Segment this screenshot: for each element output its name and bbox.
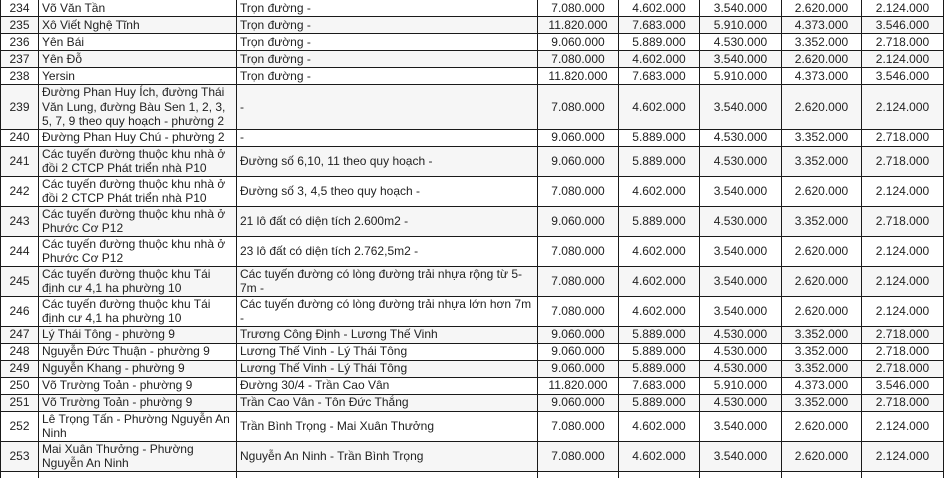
- road-segment-cell: Đường số 6,10, 11 theo quy hoạch -: [237, 146, 538, 176]
- street-name-cell: Các tuyến đường thuộc khu Tái định cư 4,1 ha phường 10: [39, 266, 237, 296]
- price-position-2-cell: 4.602.000: [619, 176, 700, 206]
- price-position-3-cell: 5.910.000: [700, 377, 782, 394]
- road-segment-cell: Trương Công Định - Lương Thế Vinh: [237, 326, 538, 343]
- street-name-cell: Xô Viết Nghệ Tĩnh: [39, 17, 237, 34]
- price-position-2-cell: 4.602.000: [619, 236, 700, 266]
- price-position-4-cell: 3.352.000: [782, 206, 862, 236]
- table-row: [1, 343, 944, 360]
- street-name-cell: Lê Trọng Tấn - Phường Nguyễn An Ninh: [39, 411, 237, 441]
- row-number-cell: 234: [1, 0, 39, 17]
- price-position-3-cell: 4.530.000: [700, 326, 782, 343]
- row-number-cell: 239: [1, 85, 39, 130]
- price-position-3-cell: 4.530.000: [700, 146, 782, 176]
- price-position-1-cell: 11.820.000: [538, 68, 619, 85]
- price-position-5-cell: 3.546.000: [862, 68, 944, 85]
- road-segment-cell: Trọn đường -: [237, 34, 538, 51]
- price-position-1-cell: 9.060.000: [538, 394, 619, 411]
- price-position-4-cell: 4.373.000: [782, 68, 862, 85]
- table-row: [1, 206, 944, 236]
- partial-cell: [862, 471, 944, 478]
- street-name-cell: Các tuyến đường thuộc khu Tái định cư 4,1 ha phường 10: [39, 296, 237, 326]
- price-position-3-cell: 3.540.000: [700, 411, 782, 441]
- table-row-partial: [1, 471, 944, 478]
- price-position-2-cell: 5.889.000: [619, 360, 700, 377]
- road-segment-cell: -: [237, 85, 538, 130]
- partial-cell: [619, 471, 700, 478]
- price-position-4-cell: 2.620.000: [782, 85, 862, 130]
- price-position-1-cell: 7.080.000: [538, 236, 619, 266]
- price-position-4-cell: 2.620.000: [782, 0, 862, 17]
- price-position-1-cell: 7.080.000: [538, 51, 619, 68]
- road-segment-cell: Trọn đường -: [237, 17, 538, 34]
- street-name-cell: Mai Xuân Thưởng - Phường Nguyễn An Ninh: [39, 441, 237, 471]
- price-position-4-cell: 3.352.000: [782, 394, 862, 411]
- road-segment-cell: 21 lô đất có diện tích 2.600m2 -: [237, 206, 538, 236]
- street-name-cell: Đường Phan Huy Chú - phường 2: [39, 129, 237, 146]
- price-position-3-cell: 3.540.000: [700, 296, 782, 326]
- price-position-2-cell: 7.683.000: [619, 68, 700, 85]
- street-name-cell: Nguyễn Khang - phường 9: [39, 360, 237, 377]
- table-row: [1, 146, 944, 176]
- partial-cell: [237, 471, 538, 478]
- road-segment-cell: Các tuyến đường có lòng đường trải nhựa rộng từ 5-7m -: [237, 266, 538, 296]
- price-position-1-cell: 7.080.000: [538, 441, 619, 471]
- price-position-3-cell: 3.540.000: [700, 85, 782, 130]
- table-row: [1, 377, 944, 394]
- price-position-5-cell: 2.718.000: [862, 326, 944, 343]
- price-position-5-cell: 2.124.000: [862, 0, 944, 17]
- table-row: [1, 85, 944, 130]
- price-position-5-cell: 3.546.000: [862, 17, 944, 34]
- row-number-cell: 246: [1, 296, 39, 326]
- row-number-cell: 251: [1, 394, 39, 411]
- price-position-5-cell: 2.718.000: [862, 146, 944, 176]
- row-number-cell: 242: [1, 176, 39, 206]
- price-position-3-cell: 4.530.000: [700, 360, 782, 377]
- price-position-4-cell: 3.352.000: [782, 129, 862, 146]
- row-number-cell: 245: [1, 266, 39, 296]
- price-position-5-cell: 2.124.000: [862, 51, 944, 68]
- price-position-4-cell: 2.620.000: [782, 296, 862, 326]
- price-position-5-cell: 2.718.000: [862, 394, 944, 411]
- price-position-4-cell: 2.620.000: [782, 411, 862, 441]
- price-position-4-cell: 3.352.000: [782, 326, 862, 343]
- price-position-3-cell: 4.530.000: [700, 129, 782, 146]
- price-position-5-cell: 2.124.000: [862, 296, 944, 326]
- price-position-5-cell: 2.124.000: [862, 176, 944, 206]
- price-position-4-cell: 3.352.000: [782, 34, 862, 51]
- price-position-1-cell: 9.060.000: [538, 206, 619, 236]
- table-row: [1, 296, 944, 326]
- price-position-5-cell: 2.718.000: [862, 34, 944, 51]
- price-position-1-cell: 9.060.000: [538, 326, 619, 343]
- price-position-3-cell: 3.540.000: [700, 266, 782, 296]
- price-position-3-cell: 4.530.000: [700, 343, 782, 360]
- price-position-5-cell: 2.124.000: [862, 441, 944, 471]
- price-position-1-cell: 9.060.000: [538, 34, 619, 51]
- street-name-cell: Yersin: [39, 68, 237, 85]
- road-segment-cell: Nguyễn An Ninh - Trần Bình Trọng: [237, 441, 538, 471]
- price-position-2-cell: 4.602.000: [619, 51, 700, 68]
- table-body: [1, 0, 944, 478]
- partial-cell: [538, 471, 619, 478]
- row-number-cell: 236: [1, 34, 39, 51]
- road-segment-cell: Trần Bình Trọng - Mai Xuân Thưởng: [237, 411, 538, 441]
- price-position-1-cell: 7.080.000: [538, 296, 619, 326]
- table-row: [1, 360, 944, 377]
- road-segment-cell: Trọn đường -: [237, 51, 538, 68]
- row-number-cell: 241: [1, 146, 39, 176]
- price-position-4-cell: 2.620.000: [782, 441, 862, 471]
- table-row: [1, 441, 944, 471]
- price-position-2-cell: 5.889.000: [619, 146, 700, 176]
- price-position-1-cell: 9.060.000: [538, 146, 619, 176]
- table-row: [1, 0, 944, 17]
- price-position-2-cell: 4.602.000: [619, 85, 700, 130]
- road-segment-cell: 23 lô đất có diện tích 2.762,5m2 -: [237, 236, 538, 266]
- road-segment-cell: Đường 30/4 - Trần Cao Vân: [237, 377, 538, 394]
- partial-cell: [700, 471, 782, 478]
- table-row: [1, 17, 944, 34]
- table-row: [1, 34, 944, 51]
- table-row: [1, 129, 944, 146]
- price-position-4-cell: 2.620.000: [782, 176, 862, 206]
- price-position-1-cell: 7.080.000: [538, 0, 619, 17]
- price-position-2-cell: 4.602.000: [619, 441, 700, 471]
- price-position-2-cell: 5.889.000: [619, 343, 700, 360]
- price-position-3-cell: 3.540.000: [700, 51, 782, 68]
- partial-cell: [782, 471, 862, 478]
- price-position-1-cell: 7.080.000: [538, 176, 619, 206]
- table-row: [1, 394, 944, 411]
- road-segment-cell: Trọn đường -: [237, 0, 538, 17]
- price-position-5-cell: 2.124.000: [862, 236, 944, 266]
- street-name-cell: Võ Trường Toản - phường 9: [39, 394, 237, 411]
- price-position-5-cell: 2.124.000: [862, 266, 944, 296]
- partial-cell: [1, 471, 39, 478]
- price-position-2-cell: 5.889.000: [619, 394, 700, 411]
- price-position-5-cell: 2.124.000: [862, 411, 944, 441]
- table-row: [1, 326, 944, 343]
- table-row: [1, 176, 944, 206]
- price-position-3-cell: 3.540.000: [700, 0, 782, 17]
- road-segment-cell: Trần Cao Vân - Tôn Đức Thắng: [237, 394, 538, 411]
- table-row: [1, 68, 944, 85]
- price-position-1-cell: 11.820.000: [538, 17, 619, 34]
- price-position-5-cell: 2.124.000: [862, 85, 944, 130]
- price-position-4-cell: 3.352.000: [782, 343, 862, 360]
- price-position-1-cell: 9.060.000: [538, 343, 619, 360]
- price-position-4-cell: 3.352.000: [782, 360, 862, 377]
- price-position-3-cell: 5.910.000: [700, 17, 782, 34]
- price-position-5-cell: 2.718.000: [862, 360, 944, 377]
- street-name-cell: Nguyễn Đức Thuận - phường 9: [39, 343, 237, 360]
- price-position-2-cell: 4.602.000: [619, 411, 700, 441]
- price-position-3-cell: 4.530.000: [700, 394, 782, 411]
- price-position-2-cell: 5.889.000: [619, 34, 700, 51]
- price-position-3-cell: 4.530.000: [700, 34, 782, 51]
- street-name-cell: Yên Đỗ: [39, 51, 237, 68]
- price-position-3-cell: 3.540.000: [700, 176, 782, 206]
- street-name-cell: Các tuyến đường thuộc khu nhà ở Phước Cơ P12: [39, 236, 237, 266]
- street-name-cell: Các tuyến đường thuộc khu nhà ở Phước Cơ P12: [39, 206, 237, 236]
- road-segment-cell: Đường số 3, 4,5 theo quy hoạch -: [237, 176, 538, 206]
- price-position-2-cell: 4.602.000: [619, 296, 700, 326]
- partial-cell: [39, 471, 237, 478]
- price-position-3-cell: 3.540.000: [700, 236, 782, 266]
- row-number-cell: 253: [1, 441, 39, 471]
- street-name-cell: Các tuyến đường thuộc khu nhà ở đồi 2 CTCP Phát triển nhà P10: [39, 176, 237, 206]
- road-segment-cell: Trọn đường -: [237, 68, 538, 85]
- row-number-cell: 237: [1, 51, 39, 68]
- price-position-1-cell: 9.060.000: [538, 360, 619, 377]
- price-position-2-cell: 5.889.000: [619, 206, 700, 236]
- table-row: [1, 236, 944, 266]
- price-position-4-cell: 4.373.000: [782, 17, 862, 34]
- price-position-4-cell: 2.620.000: [782, 266, 862, 296]
- price-position-5-cell: 2.718.000: [862, 129, 944, 146]
- street-name-cell: Đường Phan Huy Ích, đường Thái Văn Lung, đường Bàu Sen 1, 2, 3, 5, 7, 9 theo quy hoạch - phường 2: [39, 85, 237, 130]
- price-position-1-cell: 7.080.000: [538, 85, 619, 130]
- row-number-cell: 238: [1, 68, 39, 85]
- price-position-4-cell: 4.373.000: [782, 377, 862, 394]
- row-number-cell: 249: [1, 360, 39, 377]
- price-position-5-cell: 2.718.000: [862, 206, 944, 236]
- price-position-4-cell: 3.352.000: [782, 146, 862, 176]
- row-number-cell: 250: [1, 377, 39, 394]
- price-position-3-cell: 3.540.000: [700, 441, 782, 471]
- row-number-cell: 243: [1, 206, 39, 236]
- price-position-1-cell: 7.080.000: [538, 266, 619, 296]
- price-position-2-cell: 4.602.000: [619, 266, 700, 296]
- street-name-cell: Các tuyến đường thuộc khu nhà ở đồi 2 CTCP Phát triển nhà P10: [39, 146, 237, 176]
- price-position-3-cell: 4.530.000: [700, 206, 782, 236]
- table-row: [1, 51, 944, 68]
- price-position-4-cell: 2.620.000: [782, 236, 862, 266]
- price-position-1-cell: 7.080.000: [538, 411, 619, 441]
- price-position-5-cell: 3.546.000: [862, 377, 944, 394]
- table-row: [1, 266, 944, 296]
- row-number-cell: 248: [1, 343, 39, 360]
- price-position-3-cell: 5.910.000: [700, 68, 782, 85]
- price-position-2-cell: 4.602.000: [619, 0, 700, 17]
- price-position-2-cell: 7.683.000: [619, 377, 700, 394]
- row-number-cell: 252: [1, 411, 39, 441]
- price-position-1-cell: 9.060.000: [538, 129, 619, 146]
- street-name-cell: Yên Bái: [39, 34, 237, 51]
- row-number-cell: 247: [1, 326, 39, 343]
- street-name-cell: Lý Thái Tông - phường 9: [39, 326, 237, 343]
- row-number-cell: 244: [1, 236, 39, 266]
- row-number-cell: 240: [1, 129, 39, 146]
- street-name-cell: Võ Văn Tần: [39, 0, 237, 17]
- road-segment-cell: Lương Thế Vinh - Lý Thái Tông: [237, 360, 538, 377]
- price-position-2-cell: 7.683.000: [619, 17, 700, 34]
- price-position-1-cell: 11.820.000: [538, 377, 619, 394]
- road-segment-cell: Lương Thế Vinh - Lý Thái Tông: [237, 343, 538, 360]
- price-position-2-cell: 5.889.000: [619, 129, 700, 146]
- price-position-5-cell: 2.718.000: [862, 343, 944, 360]
- row-number-cell: 235: [1, 17, 39, 34]
- table-row: [1, 411, 944, 441]
- road-segment-cell: -: [237, 129, 538, 146]
- price-position-4-cell: 2.620.000: [782, 51, 862, 68]
- street-name-cell: Võ Trường Toản - phường 9: [39, 377, 237, 394]
- road-segment-cell: Các tuyến đường có lòng đường trải nhựa lớn hơn 7m -: [237, 296, 538, 326]
- price-position-2-cell: 5.889.000: [619, 326, 700, 343]
